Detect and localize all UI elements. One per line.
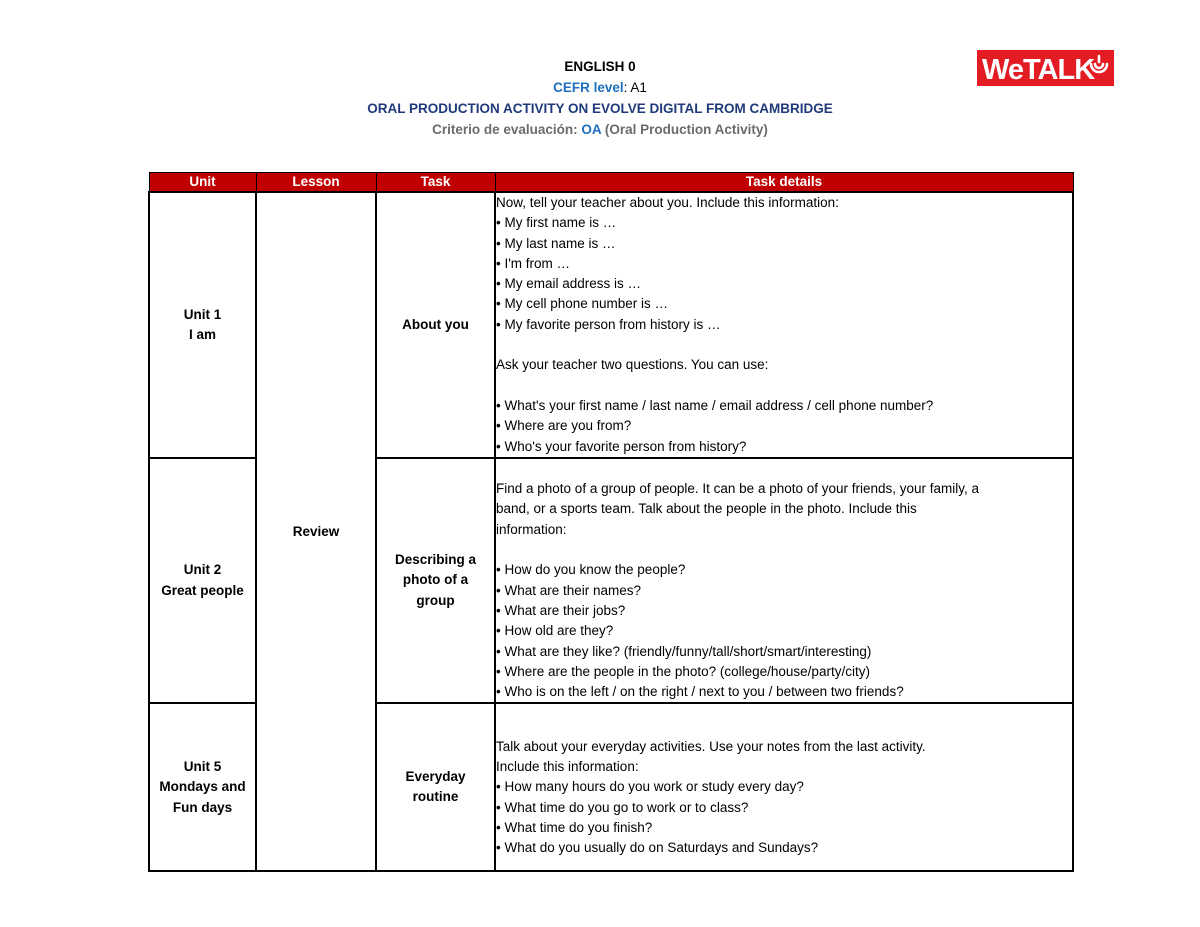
details-bullet: • Where are the people in the photo? (college/house/party/city) [496, 663, 870, 679]
cefr-label: CEFR level [553, 80, 624, 95]
details-bullet: • What are they like? (friendly/funny/tall/short/smart/interesting) [496, 643, 872, 659]
unit-title: Fun days [172, 799, 233, 815]
column-header-task: Task [376, 173, 495, 193]
evaluation-criterion [0, 119, 1200, 140]
unit-cell [149, 192, 256, 458]
column-header-unit: Unit [149, 173, 256, 193]
details-intro: band, or a sports team. Talk about the people in the photo. Include this [496, 501, 917, 517]
details-bullet: • My first name is … [496, 215, 617, 231]
column-header-task-details: Task details [495, 173, 1073, 193]
spacer [496, 335, 1072, 355]
activity-table [148, 172, 1074, 872]
details-bullet: • What are their names? [496, 582, 642, 598]
unit-title: I am [188, 326, 216, 342]
task-cell [376, 192, 495, 458]
details-bullet: • What do you usually do on Saturdays and Sundays? [496, 840, 819, 856]
criterio-desc: (Oral Production Activity) [601, 122, 768, 137]
task-text: routine [412, 789, 459, 805]
details-intro: Talk about your everyday activities. Use your notes from the last activity. [496, 738, 926, 754]
details-intro: information: [496, 521, 567, 537]
details-bullet: • How do you know the people? [496, 562, 686, 578]
details-bullet: • My last name is … [496, 235, 616, 251]
details-bullet: • Who's your favorite person from history? [496, 438, 747, 454]
details-bullet: • How many hours do you work or study every day? [496, 779, 804, 795]
task-text: photo of a [402, 572, 469, 588]
unit-number: Unit 5 [183, 758, 222, 774]
task-text: group [416, 592, 455, 608]
cefr-separator: : [623, 80, 631, 95]
task-text: About you [402, 316, 469, 332]
details-bullet: • Where are you from? [496, 418, 632, 434]
wetalk-logo [977, 50, 1114, 86]
details-intro: Include this information: [496, 758, 639, 774]
activity-title: ORAL PRODUCTION ACTIVITY ON EVOLVE DIGITAL FROM CAMBRIDGE [367, 101, 833, 116]
details-bullet: • My favorite person from history is … [496, 316, 721, 332]
task-details-cell [495, 703, 1073, 871]
task-details-cell [495, 458, 1073, 704]
unit-title: Great people [161, 582, 244, 598]
logo-text: WeTALK [982, 54, 1095, 86]
details-bullet: • What time do you go to work or to class? [496, 799, 749, 815]
unit-title: Mondays and [159, 779, 246, 795]
details-bullet: • What are their jobs? [496, 602, 626, 618]
details-bullet: • My cell phone number is … [496, 296, 669, 312]
details-bullet: • How old are they? [496, 623, 614, 639]
details-bullet: • What's your first name / last name / email address / cell phone number? [496, 397, 934, 413]
details-intro: Now, tell your teacher about you. Include this information: [496, 195, 839, 210]
task-cell [376, 703, 495, 871]
lesson-text: Review [292, 523, 340, 539]
criterio-code: OA [581, 122, 602, 137]
task-text: Everyday [405, 769, 466, 785]
column-header-lesson: Lesson [256, 173, 376, 193]
spacer [496, 376, 1072, 396]
lesson-cell [256, 192, 376, 871]
table-row [149, 192, 1073, 458]
details-bullet: • Who is on the left / on the right / next to you / between two friends? [496, 684, 904, 700]
criterio-label: Criterio de evaluación: [432, 122, 582, 137]
details-bullet: • I'm from … [496, 255, 571, 271]
task-cell [376, 458, 495, 704]
course-title: ENGLISH 0 [564, 59, 636, 74]
spacer [496, 540, 1072, 560]
details-intro: Find a photo of a group of people. It can be a photo of your friends, your family, a [496, 481, 980, 497]
details-intro: Ask your teacher two questions. You can use: [496, 357, 769, 373]
task-details-cell [495, 192, 1073, 458]
details-bullet: • My email address is … [496, 276, 642, 292]
details-bullet: • What time do you finish? [496, 819, 653, 835]
task-text: Describing a [394, 552, 477, 568]
cefr-value: A1 [630, 80, 647, 95]
spacer [496, 716, 1072, 736]
unit-cell [149, 458, 256, 704]
unit-cell [149, 703, 256, 871]
unit-number: Unit 2 [183, 562, 222, 578]
unit-number: Unit 1 [183, 306, 222, 322]
table-header-row [149, 173, 1073, 193]
spacer [496, 459, 1072, 479]
